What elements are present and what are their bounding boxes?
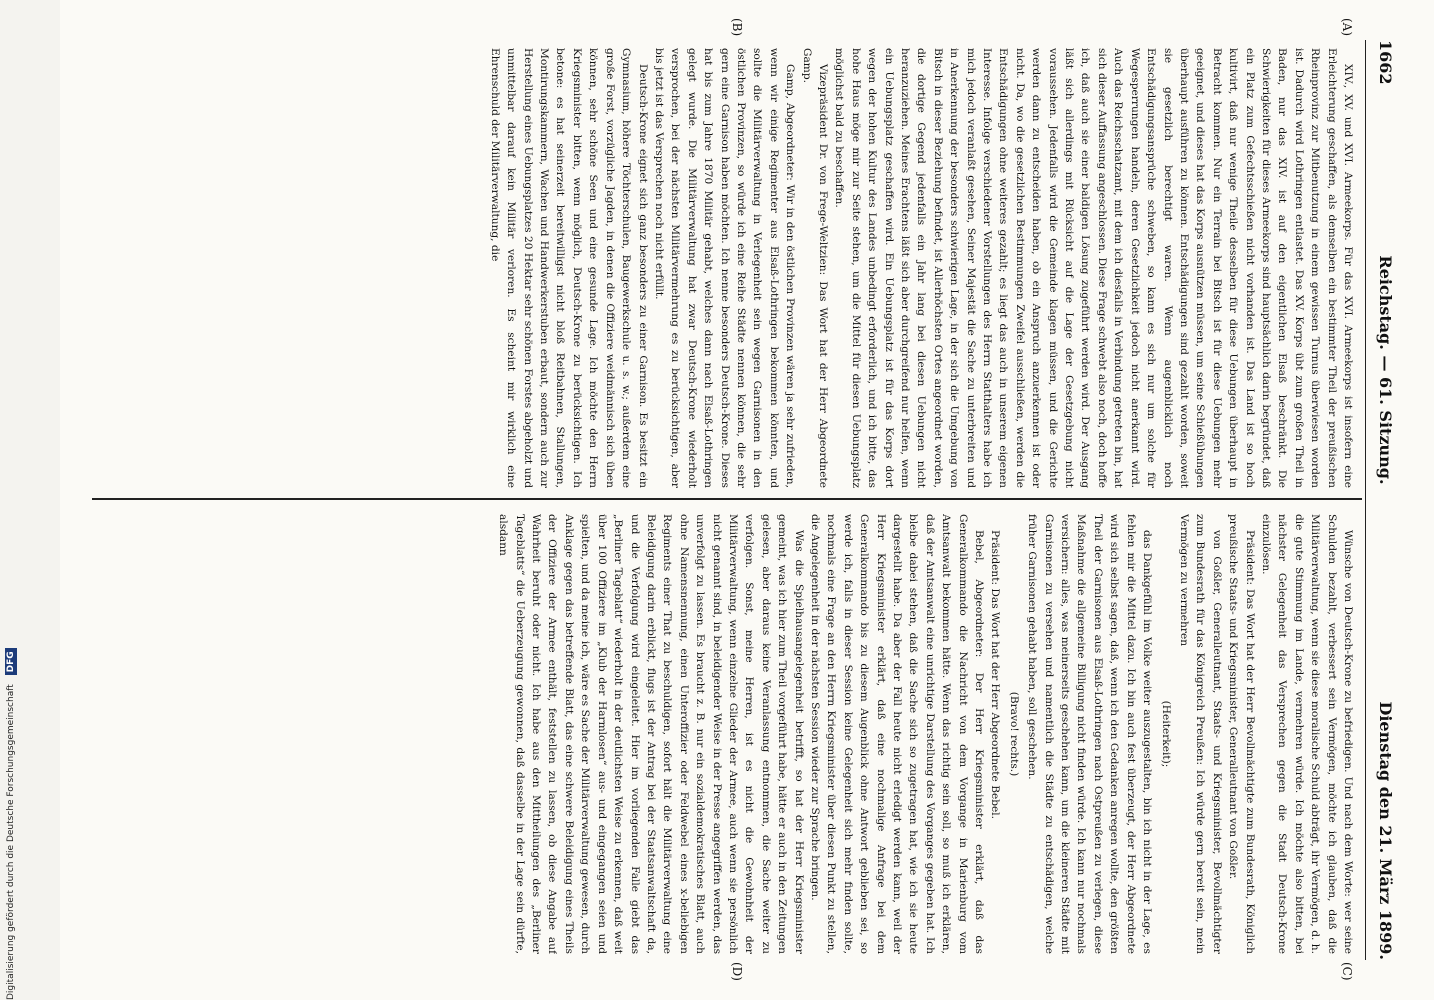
- paragraph: von Goßler, Generalleutnant, Staats- und Kriegsminister, Bevollmächtigter zum Bundesrath für das Königreich Preußen: Ich würde gern bereit sein, mein Vermögen zu vermehren: [1177, 514, 1223, 954]
- paragraph: Präsident: Das Wort hat der Herr Bevollmächtigte zum Bundesrath, Königlich preußische Staats- und Kriegsminister, Generalleutnant von Goßler.: [1227, 514, 1256, 954]
- margin-marker-c: (C): [1340, 962, 1354, 981]
- paragraph: Bebel, Abgeordneter: Der Herr Kriegsminister erklärt, daß das Generalkommando die Nachricht von dem Vorgange in Marienburg vom Amtsanwalt bekommen hätte. Wenn das richtig sein soll, so muß ich erklären, daß der Amtsanwalt eine unrichtige Darstellung des Vorganges gegeben hat. Ich bleibe dabei stehen, daß die Sache sich so zugetragen hat, wie ich sie heute dargestellt habe. Da aber der Fall heute nicht erledigt werden kann, weil der Herr Kriegsminister erklärt, daß eine nochmalige Anfrage bei dem Generalkommando bis zu diesem Augenblick ohne Antwort geblieben sei, so werde ich, falls in dieser Session keine Gelegenheit sich mehr finden sollte, nochmals eine Frage an den Herrn Kriegsminister über diesen Punkt zu stellen, die Angelegenheit in der nächsten Session wieder zur Sprache bringen.: [809, 514, 986, 954]
- paragraph: Präsident: Das Wort hat der Herr Abgeordnete Bebel.: [989, 530, 1002, 820]
- right-column: [96, 514, 1356, 954]
- interjection: (Bravo! rechts.): [1007, 691, 1020, 777]
- funding-note-text: Digitalisierung gefördert durch die Deutsche Forschungsgemeinschaft: [6, 684, 16, 1000]
- margin-marker-a: (A): [1340, 18, 1354, 37]
- margin-marker-d: (D): [730, 962, 744, 981]
- page-header: [1366, 40, 1406, 960]
- paragraph: Deutsch-Krone eignet sich ganz besonders zu einer Garnison. Es besitzt ein Gymnasium, höhere Töchterschulen, Baugewerkschule u. s. w.; außerdem eine große Forst, vorzügliche Jagden, in denen die Offiziere weidmännisch sich üben können, sehr schöne Seen und eine gesunde Lage. Ich möchte den Herrn Kriegsminister bitten, wenn möglich, Deutsch-Krone zu berücksichtigen. Ich betone: es hat seinerzeit bereitwilligst nicht bloß Reitbahnen, Stallungen, Montirungskammern, Wachen und Handwerkerstuben erbaut, sondern auch zur Herstellung eines Uebungsplatzes 20 Hektar sehr schönen Forstes abgeholzt und unmittelbar darauf kein Militär verloren. Es scheint mir wirklich eine Ehrenschuld der Militärverwaltung, die: [488, 48, 649, 488]
- paragraph: Wünsche von Deutsch-Krone zu befriedigen. Und nach dem Worte: wer seine Schulden bezahlt, verbessert sein Vermögen, möchte ich glauben, daß die Militärverwaltung, wenn sie diese moralische Schuld abträgt, ihr Vermögen, d. h. die gute Stimmung im Lande, vermehren würde. Ich möchte also bitten, bei nächster Gelegenheit das Versprechen gegen die Stadt Deutsch-Krone einzulösen.: [1259, 514, 1354, 954]
- funding-note: [3, 0, 19, 1000]
- left-column: [96, 48, 1356, 488]
- paragraph: das Dankgefühl im Volke weiter auszugestalten, bin ich nicht in der Lage, es fehlen mir die Mittel dazu. Ich bin auch fest überzeugt, der Herr Abgeordnete wird sich selbst sagen, daß, wenn ich den Gedanken anregen wollte, den größten Theil der Garnisonen aus Elsaß-Lothringen nach Ostpreußen zu verlegen, diese Maßnahme die allgemeine Billigung nicht finden würde. Ich kann nur nochmals versichern: alles, was meinerseits geschehen kann, um die kleineren Städte mit Garnisonen zu versehen und namentlich die Städte zu entschädigen, welche früher Garnisonen gehabt haben, soll geschehen.: [1026, 514, 1154, 954]
- interjection: (Heiterkeit);: [1159, 700, 1172, 768]
- scanned-page: [60, 0, 1434, 1000]
- paragraph: Was die Spielhausangelegenheit betrifft, so hat der Herr Kriegsminister gemeint, was ich hier zum Theil vorgeführt habe, hätte er auch in den Zeitungen gelesen, aber daraus keine Veranlassung entnommen, die Sache weiter zu verfolgen. Sonst, meine Herren, ist es nicht die Gewohnheit der Militärverwaltung, wenn einzelne Glieder der Armee, auch wenn sie persönlich nicht genannt sind, in beleidigender Weise in der Presse angegriffen werden, das unverfolgt zu lassen. Es braucht z. B. nur ein sozialdemokratisches Blatt, auch ohne Namensnennung, einen Unteroffizier oder Feldwebel eines x-beliebigen Regiments einer That zu beschuldigen, sofort hält die Militärverwaltung eine Beleidigung darin erblickt, flugs ist der Antrag bei der Staatsanwaltschaft da, und die Verfolgung wird eingeleitet. Hier im vorliegenden Falle giebt das „Berliner Tageblatt“ wiederholt in der deutlichsten Weise zu erkennen, daß weit über 100 Offiziere im „Klub der Harmlosen“ aus- und eingegangen seien und spielten, und da meine ich, wäre es Sache der Militärverwaltung gewesen, durch Anklage gegen das betreffende Blatt, das eine schwere Beleidigung eines Theils der Offiziere der Armee enthält, feststellen zu lassen, ob diese Angabe auf Wahrheit beruht oder nicht. Ich habe aus den Mittheilungen des „Berliner Tageblatts“ die Ueberzeugung gewonnen, daß dasselbe in der Lage sein dürfte, alsdann: [497, 514, 805, 954]
- margin-marker-b: (B): [730, 18, 744, 37]
- paragraph: Vizepräsident Dr. von Frege-Weltzien: Das Wort hat der Herr Abgeordnete Gamp.: [800, 48, 829, 488]
- page-title: Reichstag. — 61. Sitzung.: [1376, 255, 1396, 485]
- header-rule: [1365, 40, 1366, 960]
- dfg-logo: DFG: [5, 648, 17, 675]
- paragraph: XIV., XV. und XVI. Armeekorps. Für das XVI. Armeekorps ist insofern eine Erleichterung geschaffen, als demselben ein bestimmter Theil der preußischen Rheinprovinz zur Mitbenutzung in einem gewissen Turnus überwiesen worden ist. Dadurch wird Lothringen entlastet. Das XV. Korps übt zum großen Theil in Baden, nur das XIV. ist auf den eigentlichen Elsaß beschränkt. Die Schwierigkeiten für dieses Armeekorps sind hauptsächlich darin begründet, daß ein Platz zum Gefechtsschießen nicht vorhanden ist. Das Land ist so hoch kultivirt, daß nur wenige Theile desselben für diese Uebungen überhaupt in Betracht kommen. Nur ein Terrain bei Bitsch ist für diese Uebungen mehr geeignet, und dieses hat das Korps ausnützen müssen, um seine Schießübungen überhaupt ausführen zu können. Entschädigungen sind gezahlt worden, soweit sie gesetzlich berechtigt waren. Wenn augenblicklich noch Entschädigungsansprüche schweben, so kann es sich nur um solche für Wegesperrungen handeln, deren Gesetzlichkeit jedoch nicht anerkannt wird. Auch das Reichsschatzamt, mit dem ich diesfalls in Verbindung getreten bin, hat sich dieser Auffassung angeschlossen. Diese Frage schwebt also noch, doch hoffe ich, daß auch sie einer baldigen Lösung zugeführt werden wird. Der Ausgang läßt sich allerdings mit Rücksicht auf die Lage der Gesetzgebung nicht voraussehen. Jedenfalls wird die Gemeinde klagen müssen, und die Gerichte werden dann zu entscheiden haben, ob ein Anspruch anzuerkennen ist oder nicht. Da, wo die gesetzlichen Bestimmungen Zweifel ausschließen, werden die Entschädigungen ohne weiteres gezahlt; es liegt das auch in unserem eigenen Interesse. Infolge verschiedener Vorstellungen des Herrn Statthalters habe ich mich jedoch veranlaßt gesehen, Seiner Majestät die Sache zu unterbreiten und in Anerkennung der besonders schwierigen Lage, in der sich die Umgebung von Bitsch in dieser Beziehung befindet, ist Allerhöchsten Ortes angeordnet worden, die dortige Gegend jedenfalls ein Jahr lang bei diesen Uebungen nicht heranzuziehen. Meines Erachtens läßt sich aber durchgreifend nur helfen, wenn ein Uebungsplatz geschaffen wird. Ein Uebungsplatz ist für das Korps dort wegen der hohen Kultur des Landes unbedingt erforderlich, und ich bitte, das hohe Haus möge mir zur Seite stehen, um die Mittel für diesen Uebungsplatz möglichst bald zu beschaffen.: [833, 48, 1354, 488]
- page-date: Dienstag den 21. März 1899.: [1376, 701, 1396, 960]
- paragraph: Gamp, Abgeordneter: Wir in den östlichen Provinzen wären ja sehr zufrieden, wenn wir einige Regimenter aus Elsaß-Lothringen bekommen könnten, und sollte die Militärverwaltung in Verlegenheit sein wegen Garnisonen in den östlichen Provinzen, so würde ich eine Reihe Städte nennen können, die sehr gern eine Garnison haben möchten. Ich nenne besonders Deutsch-Krone. Dieses hat bis zum Jahre 1870 Militär gehabt, welches dann nach Elsaß-Lothringen gelegt wurde. Die Militärverwaltung hat zwar Deutsch-Krone wiederholt versprochen, bei der nächsten Militärvermehrung es zu berücksichtigen, aber bis jetzt ist das Versprechen noch nicht erfüllt.: [652, 48, 797, 488]
- column-divider: [92, 498, 1362, 500]
- page-number: 1662: [1376, 40, 1396, 85]
